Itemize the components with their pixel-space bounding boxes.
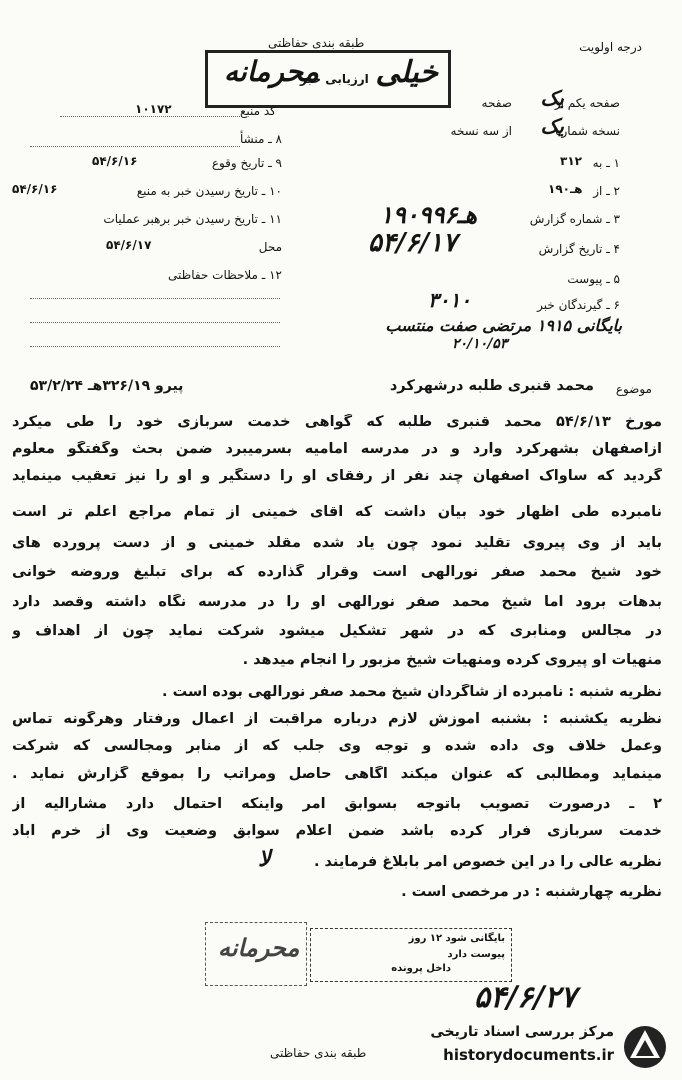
archive-line-2: پیوست دارد [447, 949, 505, 960]
stamp-main-a: خیلی [375, 55, 438, 90]
stamp-main-b: محرمانه [224, 55, 319, 88]
handwritten-archive-date: ۲۰/۱۰/۵۳ [452, 336, 508, 352]
handwritten-date: ۵۴/۶/۲۷ [474, 980, 577, 1015]
subject-reference: پیرو ۳۲۶/۱۹هـ ۵۳/۲/۲۴ [30, 378, 184, 394]
body-line: گردید که ساواک اصفهان چند نفر از رفقای او را دستگیر و او را نیز تعقیب مینماید [12, 468, 662, 484]
field-to-value: ۳۱۲ [560, 154, 582, 168]
source-number: ۱۰۱۷۲ [135, 102, 172, 116]
field-report-date-value: ۵۴/۶/۱۷ [368, 228, 457, 258]
field-report-no-value: ۱۹۰هـ۹۹۶ [380, 200, 478, 229]
field-attachment-label: ۵ ـ پیوست [567, 272, 620, 286]
stamp-sub: ارزیابی خبر [300, 72, 369, 86]
subject-label: موضوع [615, 382, 652, 396]
body-line: بدهات برود اما شیخ محمد صفر نورالهی او را در مدرسه نگاه داشته وقصد دارد [12, 594, 662, 610]
field-report-date-label: ۴ ـ تاریخ گزارش [538, 242, 620, 256]
comment-line: وعمل خلاف وی داده شده و توجه وی جلب که از منابر ومجالسی که شرکت [12, 738, 662, 754]
handwritten-archive-note: بایگانی ۱۹۱۵ مرتضی صفت منتسب [385, 316, 622, 335]
comment-line: نظریه یکشنبه : بشنبه آموزش لازم درباره مراقبت از اعمال ورفتار وهرگونه تماس [12, 711, 662, 727]
field-copy-value: یک [540, 114, 564, 138]
comment-line: نظریه عالی را در این خصوص امر بابلاغ فرمایند . [313, 854, 662, 870]
subject-text: محمد قنبری طلبه درشهرکرد [389, 378, 594, 394]
field-security-label: ۱۲ ـ ملاحظات حفاظتی [168, 268, 282, 282]
brand-watermark [395, 1020, 682, 1080]
field-from-value: ۱۹۰هـ [548, 182, 583, 196]
field-report-no-label: ۳ ـ شماره گزارش [529, 212, 620, 226]
field-page-suffix: صفحه [481, 96, 512, 110]
archive-box [310, 928, 512, 982]
comment-line: ۲ ـ درصورت تصویب باتوجه بسوابق امر واینکه احتمال دارد مشارالیه از [12, 796, 662, 812]
field-to-ops-label: ۱۱ ـ تاریخ رسیدن خبر برهبر عملیات [103, 212, 282, 226]
brand-logo-icon [622, 1024, 668, 1070]
field-page-value: یک [540, 86, 564, 110]
body-line: مورخ ۵۴/۶/۱۳ محمد قنبری طلبه که گواهی خدمت سربازی خود را طی میکرد [12, 414, 662, 430]
comment-line: مینماید ومطالبی که عنوان میکند آگاهی حاصل ومراتب را بموقع گزارش نماید . [12, 766, 662, 782]
field-place-value: ۵۴/۶/۱۷ [106, 238, 152, 252]
field-to-source-label: ۱۰ ـ تاریخ رسیدن خبر به منبع [136, 184, 282, 198]
body-line: منهیات او پیروی کرده ومنهیات شیخ مزبور را انجام میدهد . [242, 652, 662, 668]
bottom-stamp-text: محرمانه [218, 933, 300, 962]
field-occurrence-value: ۵۴/۶/۱۶ [92, 154, 138, 168]
stamp-top-label: طبقه بندی حفاظتی [268, 36, 365, 50]
classification-bottom: طبقه بندی حفاظتی [270, 1046, 367, 1060]
field-to-label: ۱ ـ به [592, 156, 620, 170]
body-line: در مجالس ومنابری که در شهر تشکیل میشود شرکت نماید چون از اهداف و [12, 623, 662, 639]
priority-label: درجه اولویت [579, 40, 642, 54]
field-recipients-value: ۳۰۱۰ [428, 288, 471, 312]
comment-line: نظریه شنبه : نامبرده از شاگردان شیخ محمد صفر نورالهی بوده است . [162, 684, 662, 700]
field-origin-label: ۸ ـ منشأ [239, 132, 282, 146]
body-line: باید از وی پیروی تقلید نمود چون یاد شده مقلد خمینی و از دست پرورده های [12, 535, 662, 551]
signature-mark: ﻻ [258, 846, 271, 872]
archive-line-3: داخل پرونده [391, 963, 451, 974]
field-page-label: صفحه یکم از [554, 96, 620, 110]
field-to-source-value: ۵۴/۶/۱۶ [12, 182, 58, 196]
body-line: خود شیخ محمد صفر نورالهی است وقرار گذارده که برای تبلیغ وروضه خوانی [12, 564, 662, 580]
source-code-label: کد منبع [240, 104, 276, 118]
body-line: نامبرده طی اظهار خود بیان داشت که آقای خمینی از تمام مراجع اعلم تر است [12, 504, 662, 520]
comment-line: نظریه چهارشنبه : در مرخصی است . [401, 884, 662, 900]
comment-line: خدمت سربازی فرار کرده باشد ضمن اعلام سوابق وضعیت وی از خرم آباد [12, 823, 662, 839]
field-from-label: ۲ ـ از [593, 184, 620, 198]
brand-url: historydocuments.ir [443, 1046, 614, 1064]
field-place-label: محل [258, 240, 282, 254]
archive-line-1: بایگانی شود ۱۲ روز [408, 933, 505, 944]
body-line: ازاصفهان بشهرکرد وارد و در مدرسه امامیه بسرمیبرد ضمن بحث وگفتگو معلوم [12, 441, 662, 457]
field-copy-suffix: از سه نسخه [450, 124, 512, 138]
field-recipients-label: ۶ ـ گیرندگان خبر [537, 298, 620, 312]
brand-name: مرکز بررسی اسناد تاریخی [430, 1024, 614, 1040]
field-copy-label: نسخه شماره [555, 124, 620, 138]
bottom-stamp-box [205, 922, 307, 986]
field-occurrence-label: ۹ ـ تاریخ وقوع [211, 156, 282, 170]
